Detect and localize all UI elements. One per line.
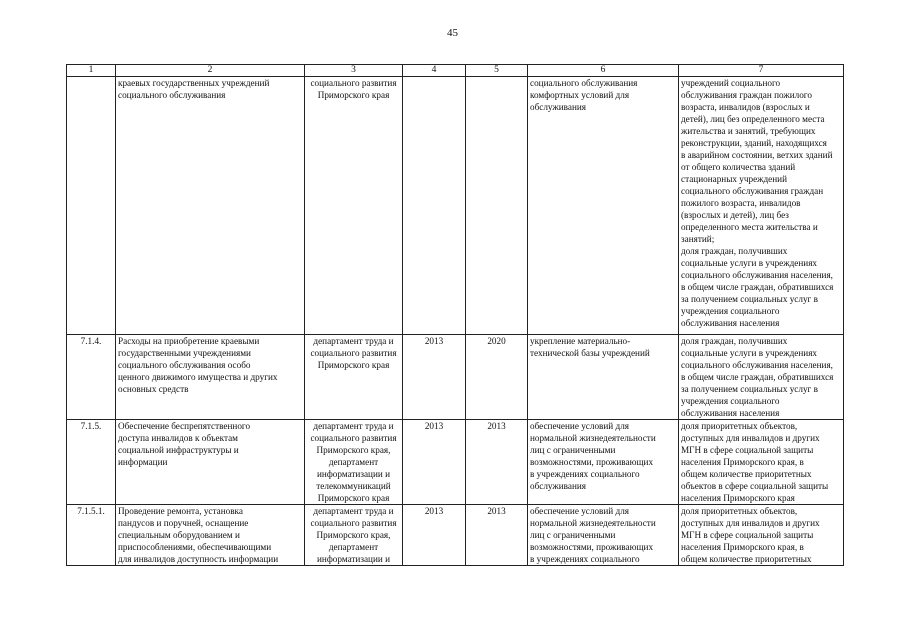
start-year-cell: 2013 [403,335,466,420]
cell-text-line: Расходы на приобретение краевыми [118,336,260,346]
page-number: 45 [447,27,458,39]
cell-text-line: Приморского края [317,90,390,100]
cell-text-line: возможностями, проживающих [530,542,654,552]
indicator-cell [679,420,844,505]
executor-cell [305,505,403,566]
cell-text-line: доля приоритетных объектов, [681,506,798,516]
cell-text-line: социального обслуживания особо [118,360,251,370]
cell-text-line: для инвалидов доступность информации [118,554,279,564]
cell-text-line: пожилого возраста, инвалидов [681,198,801,208]
cell-text-line: занятий; [681,234,715,244]
cell-text-line: социального обслуживания [530,78,638,88]
cell-text-line: обеспечение условий для [530,506,630,516]
cell-text-line: доступа инвалидов к объектам [118,433,238,443]
cell-text-line: в аварийном состоянии, ветхих зданий [681,150,833,160]
cell-text-line: Приморского края, [316,445,391,455]
cell-text-line: стационарных учреждений [681,174,788,184]
cell-text-line: в общем числе граждан, обратившихся [681,372,834,382]
cell-text-line: социального развития [310,518,397,528]
cell-text-line: за получением социальных услуг в [681,384,818,394]
cell-text-line: социального развития [310,433,397,443]
column-header: 1 [67,65,116,77]
activity-name-cell [116,335,305,420]
column-header: 6 [528,65,679,77]
expected-result-cell [528,505,679,566]
cell-text-line: департамент труда и [313,421,394,431]
expected-result-cell [528,77,679,335]
cell-text-line: социальной инфраструктуры и [118,445,239,455]
cell-text-line: доступных для инвалидов и других [681,433,820,443]
end-year-cell [466,77,528,335]
cell-text-line: департамент труда и [313,506,394,516]
end-year-cell: 2013 [466,420,528,505]
end-year-cell: 2020 [466,335,528,420]
cell-text-line: возраста, инвалидов (взрослых и [681,102,810,112]
cell-text-line: реконструкции, зданий, находящихся [681,138,827,148]
item-number-cell: 7.1.5.1. [67,505,116,566]
cell-text-line: обеспечение условий для [530,421,630,431]
cell-text-line: нормальной жизнедеятельности [530,433,656,443]
cell-text-line: департамент [328,542,379,552]
cell-text-line: населения Приморского края, в [681,542,804,552]
cell-text-line: обслуживания граждан пожилого [681,90,812,100]
start-year-cell: 2013 [403,505,466,566]
cell-text-line: обслуживания [530,481,587,491]
cell-text-line: департамент [328,457,379,467]
item-number-cell: 7.1.5. [67,420,116,505]
cell-text-line: департамент труда и [313,336,394,346]
cell-text-line: учреждений социального [681,78,781,88]
cell-text-line: МГН в сфере социальной защиты [681,445,814,455]
cell-text-line: населения Приморского края, в [681,457,804,467]
item-number-cell [67,77,116,335]
table-row [67,505,844,566]
cell-text-line: лиц с ограниченными [530,530,616,540]
cell-text-line: в учреждениях социального [530,554,640,564]
cell-text-line: обслуживания населения [681,318,780,328]
cell-text-line: за получением социальных услуг в [681,294,818,304]
table-row [67,335,844,420]
cell-text-line: доля приоритетных объектов, [681,421,798,431]
cell-text-line: общем количестве приоритетных [681,554,812,564]
cell-text-line: доступных для инвалидов и других [681,518,820,528]
cell-text-line: комфортных условий для [530,90,630,100]
cell-text-line: в общем числе граждан, обратившихся [681,282,834,292]
cell-text-line: информатизации и [316,554,391,564]
cell-text-line: социального обслуживания [118,90,226,100]
end-year-cell: 2013 [466,505,528,566]
cell-text-line: приспособлениями, обеспечивающими [118,542,272,552]
cell-text-line: в учреждениях социального [530,469,640,479]
expected-result-cell [528,335,679,420]
cell-text-line: государственными учреждениями [118,348,251,358]
cell-text-line: (взрослых и детей), лиц без [681,210,789,220]
cell-text-line: социального обслуживания граждан [681,186,824,196]
cell-text-line: обслуживания населения [681,408,780,418]
cell-text-line: лиц с ограниченными [530,445,616,455]
cell-text-line: социального обслуживания населения, [681,360,833,370]
cell-text-line: ценного движимого имущества и других [118,372,278,382]
cell-text-line: технической базы учреждений [530,348,650,358]
cell-text-line: Проведение ремонта, установка [118,506,243,516]
expected-result-cell [528,420,679,505]
cell-text-line: основных средств [118,384,189,394]
cell-text-line: доля граждан, получивших [681,246,788,256]
cell-text-line: обслуживания [530,102,587,112]
cell-text-line: жительства и занятий, требующих [681,126,816,136]
cell-text-line: социального развития [310,78,397,88]
cell-text-line: Приморского края [317,360,390,370]
cell-text-line: учреждения социального [681,306,780,316]
cell-text-line: населения Приморского края [681,493,795,503]
item-number-cell: 7.1.4. [67,335,116,420]
executor-cell [305,77,403,335]
indicator-cell [679,505,844,566]
cell-text-line: объектов в сфере социальной защиты [681,481,829,491]
cell-text-line: телекоммуникаций [316,481,391,491]
cell-text-line: учреждения социального [681,396,780,406]
cell-text-line: краевых государственных учреждений [118,78,270,88]
cell-text-line: общем количестве приоритетных [681,469,812,479]
cell-text-line: возможностями, проживающих [530,457,654,467]
cell-text-line: МГН в сфере социальной защиты [681,530,814,540]
start-year-cell: 2013 [403,420,466,505]
column-header: 7 [679,65,844,77]
executor-cell [305,335,403,420]
activity-name-cell [116,77,305,335]
column-header: 2 [116,65,305,77]
cell-text-line: от общего количества зданий [681,162,796,172]
cell-text-line: детей), лиц без определенного места [681,114,825,124]
cell-text-line: Приморского края [317,493,390,503]
cell-text-line: информатизации и [316,469,391,479]
start-year-cell [403,77,466,335]
cell-text-line: Приморского края, [316,530,391,540]
cell-text-line: нормальной жизнедеятельности [530,518,656,528]
activity-name-cell [116,505,305,566]
table-row [67,420,844,505]
cell-text-line: укрепление материально- [530,336,631,346]
indicator-cell [679,335,844,420]
cell-text-line: доля граждан, получивших [681,336,788,346]
indicator-cell [679,77,844,335]
cell-text-line: определенного места жительства и [681,222,818,232]
cell-text-line: социальные услуги в учреждениях [681,348,818,358]
column-number-header-row [67,65,844,77]
column-header: 3 [305,65,403,77]
cell-text-line: социального обслуживания населения, [681,270,833,280]
table-row [67,77,844,335]
cell-text-line: информации [118,457,168,467]
activity-name-cell [116,420,305,505]
cell-text-line: специальным оборудованием и [118,530,240,540]
cell-text-line: социального развития [310,348,397,358]
column-header: 4 [403,65,466,77]
cell-text-line: Обеспечение беспрепятственного [118,421,251,431]
program-activities-table [66,64,844,566]
column-header: 5 [466,65,528,77]
cell-text-line: социальные услуги в учреждениях [681,258,818,268]
cell-text-line: пандусов и поручней, оснащение [118,518,249,528]
executor-cell [305,420,403,505]
